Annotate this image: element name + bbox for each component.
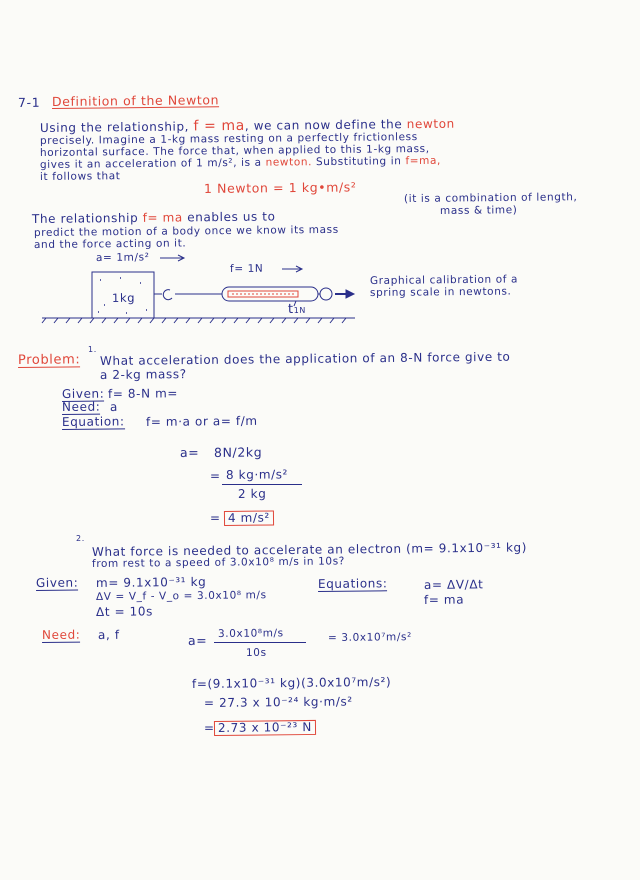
problem2-equation-force: f= ma xyxy=(423,592,465,607)
formula-note-1: (it is a combination of length, xyxy=(403,191,578,205)
diagram-force: f= 1N xyxy=(229,262,264,275)
problem2-given-label: Given: xyxy=(35,575,79,590)
accel-denominator: 10s xyxy=(245,646,267,659)
problem1-given-label: Given: xyxy=(61,386,105,401)
problem2-equation-accel: a= ΔV/Δt xyxy=(423,577,484,592)
force-step-3-equals: = xyxy=(203,720,215,735)
problem2-equations-label: Equations: xyxy=(317,576,388,591)
problem-heading: Problem: xyxy=(17,352,81,368)
force-step-2: = 27.3 x 10⁻²⁴ kg·m/s² xyxy=(203,694,353,710)
section-number: 7-1 xyxy=(17,94,41,110)
formula-note-2: mass & time) xyxy=(439,204,518,217)
problem2-answer: 2.73 x 10⁻²³ N xyxy=(214,720,316,736)
diagram-acceleration: a= 1m/s² xyxy=(95,251,150,264)
problem2-given-time: Δt = 10s xyxy=(95,604,153,619)
problem1-number: 1. xyxy=(87,344,97,354)
problem2-number: 2. xyxy=(75,533,85,543)
problem1-equation-value: f= m·a or a= f/m xyxy=(145,413,258,429)
force-step-1: f=(9.1x10⁻³¹ kg)(3.0x10⁷m/s²) xyxy=(191,674,392,691)
problem1-need-value: a xyxy=(109,399,119,414)
problem2-given-velocity: ΔV = V_f - V_o = 3.0x10⁸ m/s xyxy=(95,589,267,603)
step1-value: 8N/2kg xyxy=(213,444,263,460)
accel-numerator: 3.0x10⁸m/s xyxy=(217,627,284,640)
problem2-given-mass: m= 9.1x10⁻³¹ kg xyxy=(95,574,207,590)
problem1-need-label: Need: xyxy=(61,399,101,414)
step2-numerator: 8 kg·m/s² xyxy=(225,467,289,482)
problem1-question-1: What acceleration does the application of an 8-N force give to xyxy=(99,349,511,368)
step2-fraction-line xyxy=(222,484,302,485)
relationship-line-1: The relationship f= ma enables us to xyxy=(31,209,276,226)
step2-equals: = xyxy=(209,468,221,483)
problem1-equation-label: Equation: xyxy=(61,414,125,429)
newton-formula: 1 Newton = 1 kg•m/s² xyxy=(203,179,357,196)
step1-lhs: a= xyxy=(179,444,200,460)
relationship-line-2: predict the motion of a body once we know its mass xyxy=(33,223,339,239)
diagram-caption-2: spring scale in newtons. xyxy=(369,285,512,299)
step2-denominator: 2 kg xyxy=(237,486,267,501)
scale-reading: t1N xyxy=(287,301,307,317)
diagram-caption-1: Graphical calibration of a xyxy=(369,273,519,287)
mass-block-label: 1kg xyxy=(111,290,136,305)
problem2-question-2: from rest to a speed of 3.0x10⁸ m/s in 10s? xyxy=(91,555,345,570)
intro-line-1: Using the relationship, f = ma, we can now define the newton xyxy=(39,116,455,135)
accel-lhs: a= xyxy=(187,632,208,648)
intro-line-3: horizontal surface. The force that, when applied to this 1-kg mass, xyxy=(39,142,430,159)
problem2-question-1: What force is needed to accelerate an electron (m= 9.1x10⁻³¹ kg) xyxy=(91,540,528,559)
problem2-need-value: a, f xyxy=(97,627,120,642)
section-title: Definition of the Newton xyxy=(51,92,220,109)
problem1-given-value: f= 8-N m= xyxy=(107,386,179,401)
intro-line-4: gives it an acceleration of 1 m/s², is a newton. Substituting in f=ma, xyxy=(39,154,442,171)
problem2-need-label: Need: xyxy=(41,627,81,642)
relationship-line-3: and the force acting on it. xyxy=(33,237,187,251)
problem1-answer: 4 m/s² xyxy=(224,510,274,526)
step3-equals: = xyxy=(209,510,221,525)
accel-fraction-line xyxy=(214,642,306,643)
intro-line-2: precisely. Imagine a 1-kg mass resting on a perfectly frictionless xyxy=(39,131,418,147)
intro-line-5: it follows that xyxy=(39,170,121,183)
accel-result: = 3.0x10⁷m/s² xyxy=(327,631,412,644)
problem1-question-2: a 2-kg mass? xyxy=(99,367,187,382)
